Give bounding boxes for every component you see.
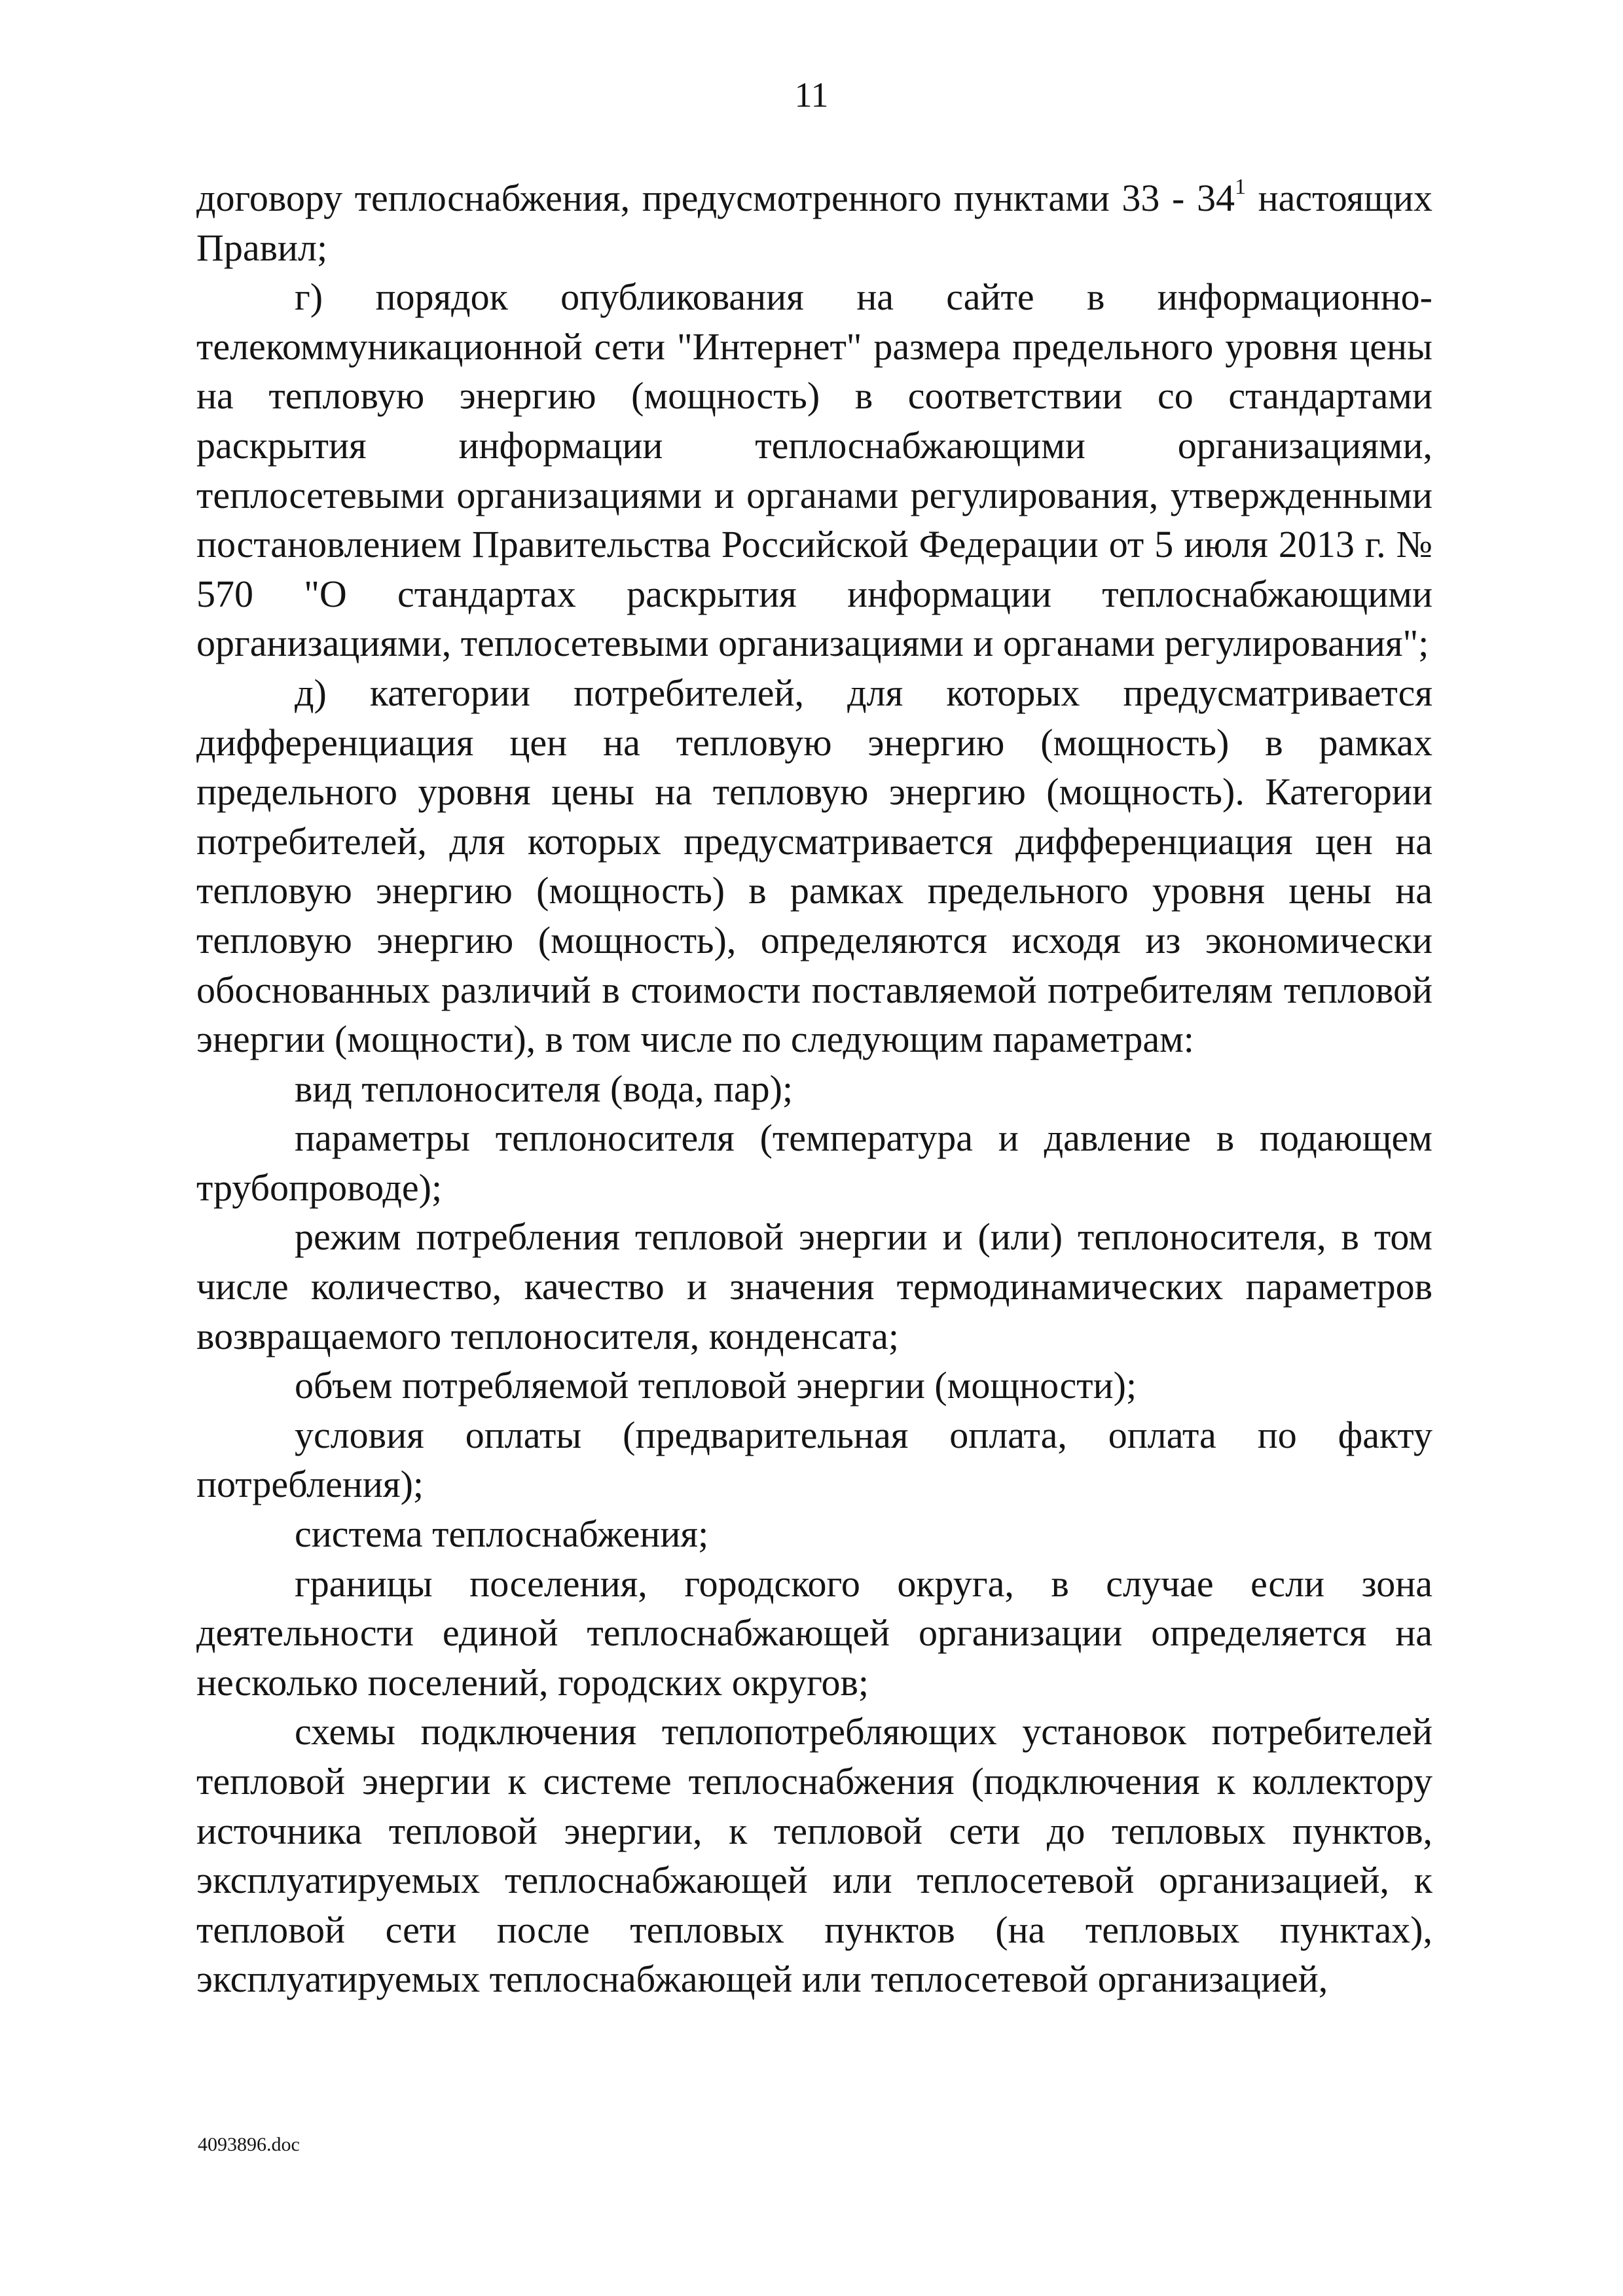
list-item-consumption-volume: объем потребляемой тепловой энергии (мощности); xyxy=(295,1364,1137,1407)
paragraph-1-text: договору теплоснабжения, предусмотренного пунктами 33 - 34 xyxy=(196,177,1235,219)
paragraph-1-continuation xyxy=(196,173,1432,272)
list-item-payment-terms: условия оплаты (предварительная оплата, оплата по факту потребления); xyxy=(196,1413,1432,1506)
list-item-connection-schemes: схемы подключения теплопотребляющих установок потребителей тепловой энергии к системе теплоснабжения (подключения к коллектору источника тепловой энергии, к тепловой сети до тепловых пунктов, эксплуатируемых теплоснабжающей или теплосетевой организацией, к тепловой сети после тепловых пунктов (на тепловых пунктах), эксплуатируемых теплоснабжающей или теплосетевой организацией, xyxy=(196,1710,1432,2001)
paragraph-item-g: г) порядок опубликования на сайте в информационно-телекоммуникационной сети "Интернет" размера предельного уровня цены на тепловую энергию (мощность) в соответствии со стандартами раскрытия информации теплоснабжающими организациями, теплосетевыми организациями и органами регулирования, утвержденными постановлением Правительства Российской Федерации от 5 июля 2013 г. № 570 "О стандартах раскрытия информации теплоснабжающими организациями, теплосетевыми организациями и органами регулирования"; xyxy=(196,276,1432,665)
superscript-index: 1 xyxy=(1234,175,1246,199)
paragraph-1-text-end: настоящих Правил; xyxy=(196,177,1432,269)
list-item-heat-carrier-type: вид теплоносителя (вода, пар); xyxy=(295,1067,793,1110)
list-item-consumption-mode: режим потребления тепловой энергии и (или) теплоносителя, в том числе количество, качество и значения термодинамических параметров возвращаемого теплоносителя, конденсата; xyxy=(196,1215,1432,1357)
footer-file-name: 4093896.doc xyxy=(198,2134,300,2155)
list-item-heat-system: система теплоснабжения; xyxy=(295,1513,709,1556)
list-item-settlement-boundaries: границы поселения, городского округа, в случае если зона деятельности единой теплоснабжающей организации определяется на несколько поселений, городских округов; xyxy=(196,1562,1432,1704)
paragraph-item-d: д) категории потребителей, для которых предусматривается дифференциация цен на тепловую энергию (мощность) в рамках предельного уровня цены на тепловую энергию (мощность). Категории потребителей, для которых предусматривается дифференциация цен на тепловую энергию (мощность) в рамках предельного уровня цены на тепловую энергию (мощность), определяются исходя из экономически обоснованных различий в стоимости поставляемой потребителям тепловой энергии (мощности), в том числе по следующим параметрам: xyxy=(196,671,1432,1061)
document-body xyxy=(196,173,1432,2004)
list-item-heat-carrier-parameters: параметры теплоносителя (температура и давление в подающем трубопроводе); xyxy=(196,1117,1432,1209)
page-number: 11 xyxy=(794,75,829,115)
